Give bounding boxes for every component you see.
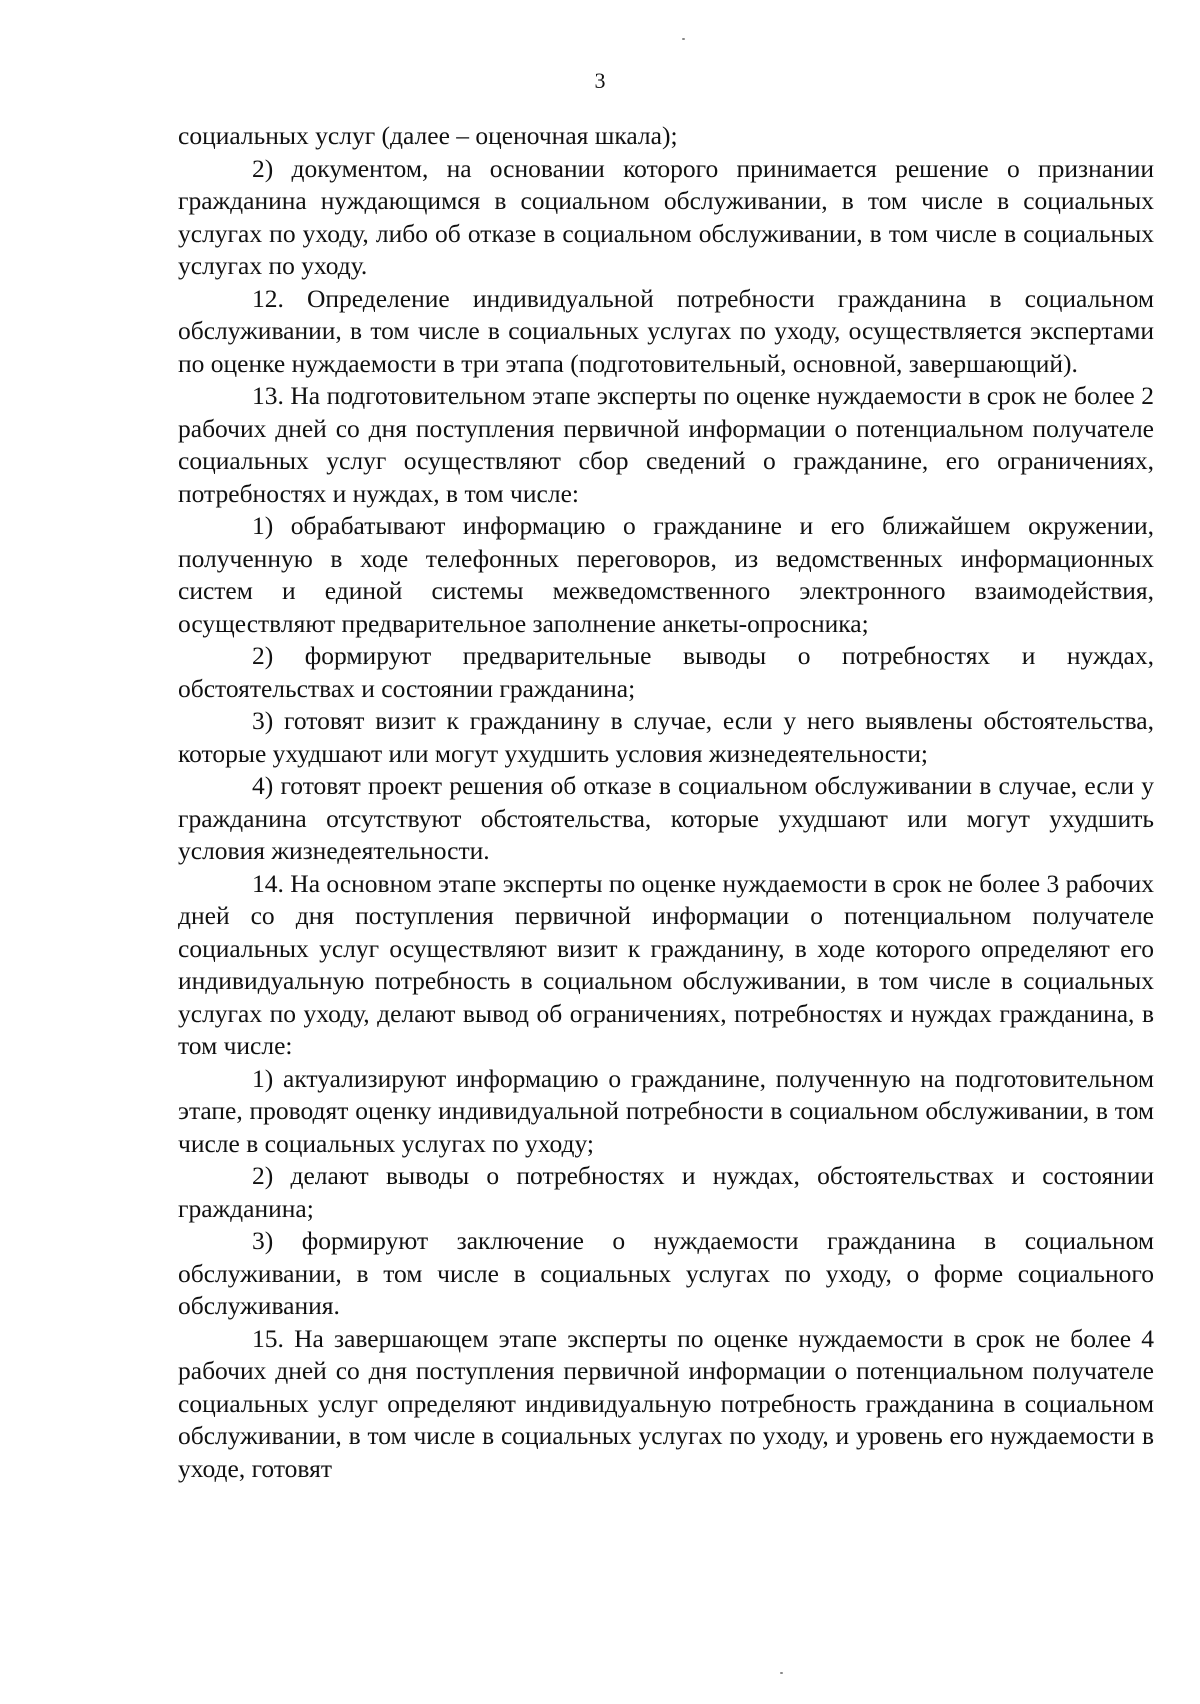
clause-13-item-4: 4) готовят проект решения об отказе в социальном обслуживании в случае, если у гражданина отсутствуют обстоятельства, которые ухудшают или могут ухудшить условия жизнедеятельности. <box>178 771 1154 865</box>
clause-14-item-1: 1) актуализируют информацию о гражданине, полученную на подготовительном этапе, проводят оценку индивидуальной потребности в социальном обслуживании, в том числе в социальных услугах по уходу; <box>178 1063 1154 1158</box>
page-number: 3 <box>594 68 606 93</box>
clause-14-item-3: 3) формируют заключение о нуждаемости гражданина в социальном обслуживании, в том числе в социальных услугах по уходу, о форме социального обслуживания. <box>178 1226 1154 1320</box>
clause-12: 12. Определение индивидуальной потребности гражданина в социальном обслуживании, в том числе в социальных услугах по уходу, осуществляется экспертами по оценке нуждаемости в три этапа (подготовительный, основной, завершающий). <box>178 283 1154 378</box>
scan-speck <box>780 1672 783 1674</box>
clause-14: 14. На основном этапе эксперты по оценке нуждаемости в срок не более 3 рабочих дней со дня поступления первичной информации о потенциальном получателе социальных услуг осуществляют визит к гражданину, в ходе которого определяют его индивидуальную потребность в социальном обслуживании, в том числе в социальных услугах по уходу, делают вывод об ограничениях, потребностях и нуждах гражданина, в том числе: <box>178 868 1154 1060</box>
scan-speck <box>682 38 685 40</box>
clause-15: 15. На завершающем этапе эксперты по оценке нуждаемости в срок не более 4 рабочих дней со дня поступления первичной информации о потенциальном получателе социальных услуг определяют индивидуальную потребность гражданина в социальном обслуживании, в том числе в социальных услугах по уходу, и уровень его нуждаемости в уходе, готовят <box>178 1323 1154 1483</box>
paragraph-continuation: социальных услуг (далее – оценочная шкала); <box>178 121 678 150</box>
clause-13-item-2: 2) формируют предварительные выводы о потребностях и нуждах, обстоятельствах и состоянии гражданина; <box>178 641 1154 703</box>
document-body <box>178 120 1154 1485</box>
clause-13-item-3: 3) готовят визит к гражданину в случае, если у него выявлены обстоятельства, которые ухудшают или могут ухудшить условия жизнедеятельности; <box>178 706 1154 768</box>
list-item-2-document: 2) документом, на основании которого принимается решение о признании гражданина нуждающимся в социальном обслуживании, в том числе в социальных услугах по уходу, либо об отказе в социальном обслуживании, в том числе в социальных услугах по уходу. <box>178 153 1154 280</box>
clause-13-item-1: 1) обрабатывают информацию о гражданине и его ближайшем окружении, полученную в ходе телефонных переговоров, из ведомственных информационных систем и единой системы межведомственного электронного взаимодействия, осуществляют предварительное заполнение анкеты-опросника; <box>178 511 1154 638</box>
clause-13: 13. На подготовительном этапе эксперты по оценке нуждаемости в срок не более 2 рабочих дней со дня поступления первичной информации о потенциальном получателе социальных услуг осуществляют сбор сведений о гражданине, его ограничениях, потребностях и нуждах, в том числе: <box>178 381 1154 508</box>
clause-14-item-2: 2) делают выводы о потребностях и нуждах, обстоятельствах и состоянии гражданина; <box>178 1161 1154 1223</box>
